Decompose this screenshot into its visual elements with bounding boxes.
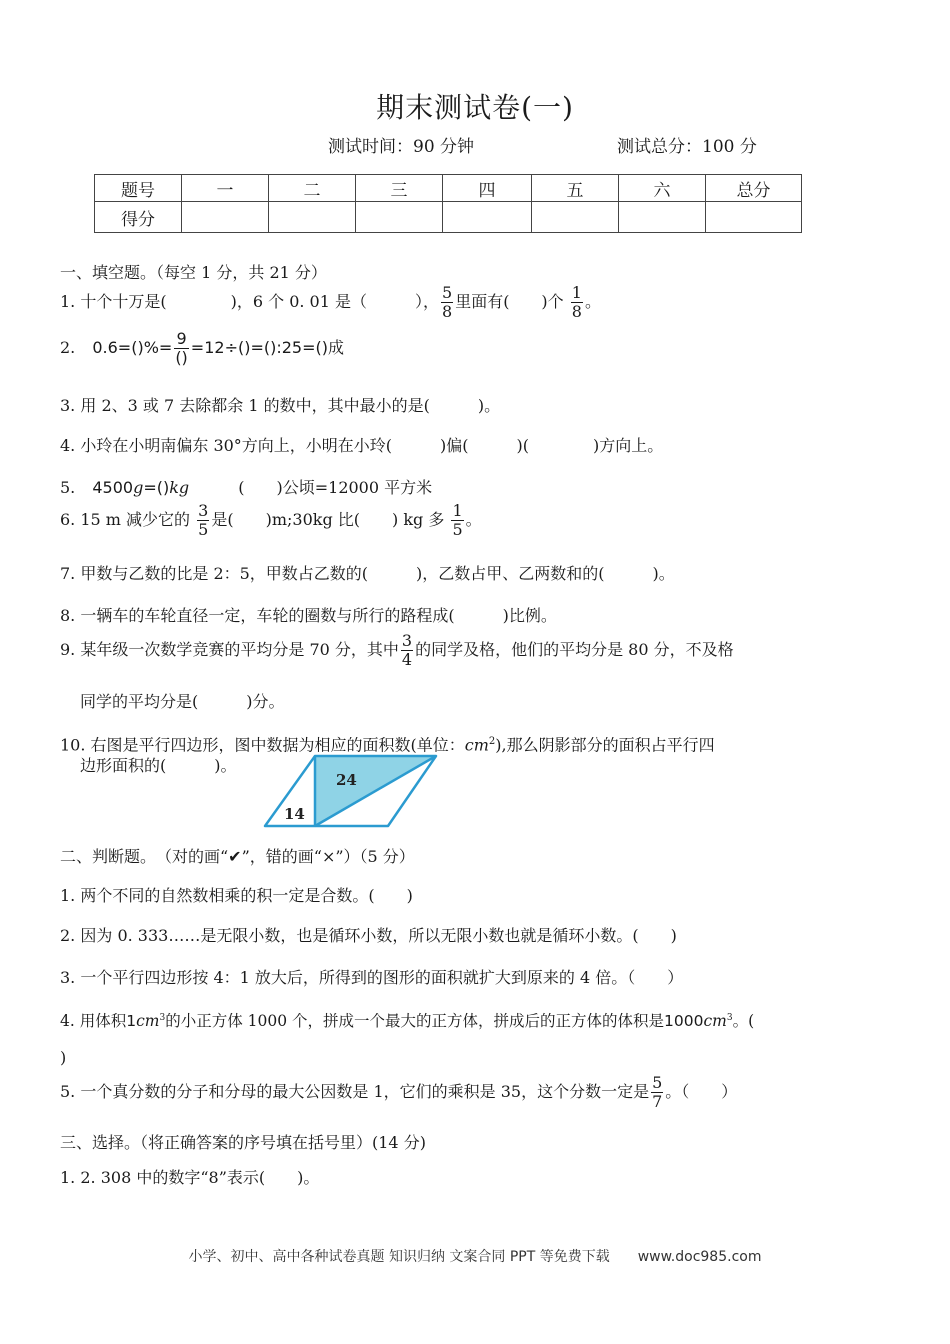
q1-text-a: 1. 十个十万是( )，6 个 0. 01 是（ ）， [60,292,439,311]
score-row-label: 得分 [95,202,182,233]
fraction-den: 7 [652,1092,663,1111]
fraction-1-8 [571,284,583,321]
score-cell[interactable] [706,202,802,233]
q10-text-b: ),那么阴影部分的面积占平行四 [495,735,715,755]
section1-heading: 一、填空题。（每空 1 分，共 21 分） [60,263,327,282]
question-1-4: 4. 小玲在小明南偏东 30°方向上，小明在小玲( )偏( )( )方向上。 [60,436,664,455]
q6-text-c: 。 [465,510,482,529]
question-1-7: 7. 甲数与乙数的比是 2：5，甲数占乙数的( )，乙数占甲、乙两数和的( )。 [60,564,675,583]
question-1-10-line2: 边形面积的( )。 [80,756,237,775]
fraction-5-7 [651,1074,663,1111]
q2-5-text-a: 5. 一个真分数的分子和分母的最大公因数是 1，它们的乘积是 35，这个分数一定是 [60,1082,650,1101]
score-cell[interactable] [443,202,532,233]
fraction-3-5 [197,502,209,539]
q9-text-b: 的同学及格，他们的平均分是 80 分，不及格 [415,640,734,659]
fraction-den: () [175,348,188,367]
header-cell: 六 [619,175,706,202]
question-1-2 [60,326,344,370]
q2-4-unit-1: cm [136,1012,160,1031]
question-2-4 [60,1008,754,1031]
question-1-5 [60,478,432,498]
fraction-den: 5 [452,520,463,539]
page-title: 期末测试卷(一) [376,91,574,124]
q2-4-volume-2: 1000 [664,1012,704,1031]
q10-unit-sup: 2 [488,736,496,747]
question-2-4-line2: ) [60,1048,67,1067]
header-cell: 题号 [95,175,182,202]
q2-4-text-a: 4. 用体积 [60,1012,127,1031]
question-2-5 [60,1072,737,1112]
question-2-2: 2. 因为 0. 333……是无限小数，也是循环小数，所以无限小数也就是循环小数。( ) [60,926,677,945]
fraction-1-5 [451,502,463,539]
fraction-5-8 [441,284,453,321]
score-table [94,174,802,233]
fraction-num: 5 [442,283,453,302]
score-table-score-row [95,202,802,233]
q5-unit-g: g [133,478,144,497]
fraction-num: 3 [401,631,413,650]
header-cell: 四 [443,175,532,202]
q5-unit-kg: kg [169,478,190,497]
fraction-num: 3 [198,501,209,520]
fraction-den: 8 [442,302,453,321]
q6-text-a: 6. 15 m 减少它的 [60,510,191,529]
q2-text-b: =12÷()=():25=()成 [190,338,344,357]
fraction-den: 8 [571,302,582,321]
q2-4-sup-1: 3 [159,1013,166,1023]
fraction-den: 5 [198,520,209,539]
question-1-6 [60,500,482,540]
fraction-num: 1 [571,283,582,302]
page-footer: 小学、初中、高中各种试卷真题 知识归纳 文案合同 PPT 等免费下载 www.doc985.com [188,1249,762,1265]
q2-num: 2. [60,338,76,357]
question-2-3: 3. 一个平行四边形按 4：1 放大后，所得到的图形的面积就扩大到原来的 4 倍。（ ） [60,968,684,987]
header-cell: 二 [269,175,356,202]
q2-4-text-b: 的小正方体 1000 个，拼成一个最大的正方体，拼成后的正方体的体积是 [165,1012,665,1031]
q2-5-text-b: 。（ ） [665,1082,738,1101]
question-1-8: 8. 一辆车的车轮直径一定，车轮的圈数与所行的路程成( )比例。 [60,606,557,625]
q2-4-unit-2: cm [703,1012,727,1031]
header-cell: 一 [182,175,269,202]
q5-eq: =() [143,478,170,497]
fraction-3-4 [401,632,413,669]
section2-heading: 二、判断题。 （对的画“✔”，错的画“×”）（5 分） [60,847,415,866]
header-cell: 总分 [706,175,802,202]
fraction-num: 9 [174,330,188,349]
q2-4-text-c: 。( [732,1012,755,1031]
fraction-num: 1 [452,501,463,520]
question-1-9-line2: 同学的平均分是( )分。 [80,692,285,711]
q9-text-a: 9. 某年级一次数学竞赛的平均分是 70 分，其中 [60,640,399,659]
question-1-3: 3. 用 2、3 或 7 去除都余 1 的数中，其中最小的是( )。 [60,396,501,415]
question-1-9 [60,630,734,670]
section3-heading: 三、选择。（将正确答案的序号填在括号里）(14 分) [60,1133,426,1152]
q2-4-sup-2: 3 [726,1013,733,1023]
q6-text-b: 是( )m;30kg 比( ) kg 多 [211,510,445,529]
test-total-score: 测试总分：100 分 [617,137,757,157]
q2-text-a: 0.6=()%= [92,338,173,357]
q5-value: 4500 [92,478,134,497]
header-cell: 三 [356,175,443,202]
parallelogram-figure [260,752,444,830]
test-time: 测试时间：90 分钟 [328,137,475,157]
score-table-header-row [95,175,802,202]
header-cell: 五 [532,175,619,202]
q5-num: 5. [60,478,76,497]
score-cell[interactable] [356,202,443,233]
area-label-24: 24 [336,771,357,789]
area-label-14: 14 [284,805,305,823]
score-cell[interactable] [269,202,356,233]
q2-4-volume-1: 1 [126,1012,137,1031]
score-cell[interactable] [182,202,269,233]
fraction-num: 5 [652,1073,663,1092]
question-1-1 [60,284,601,321]
question-2-1: 1. 两个不同的自然数相乘的积一定是合数。( ) [60,886,413,905]
q1-text-c: 。 [584,292,601,311]
question-3-1: 1. 2. 308 中的数字“8”表示( )。 [60,1168,320,1187]
score-cell[interactable] [619,202,706,233]
q1-text-b: 里面有( )个 [455,292,564,311]
q5-text-c: ( )公顷=12000 平方米 [238,478,433,497]
score-cell[interactable] [532,202,619,233]
q10-text-a: 10. 右图是平行四边形，图中数据为相应的面积数(单位： [60,735,465,755]
fraction-9-blank [174,330,188,367]
q10-unit: cm [464,735,489,755]
fraction-den: 4 [401,650,413,669]
